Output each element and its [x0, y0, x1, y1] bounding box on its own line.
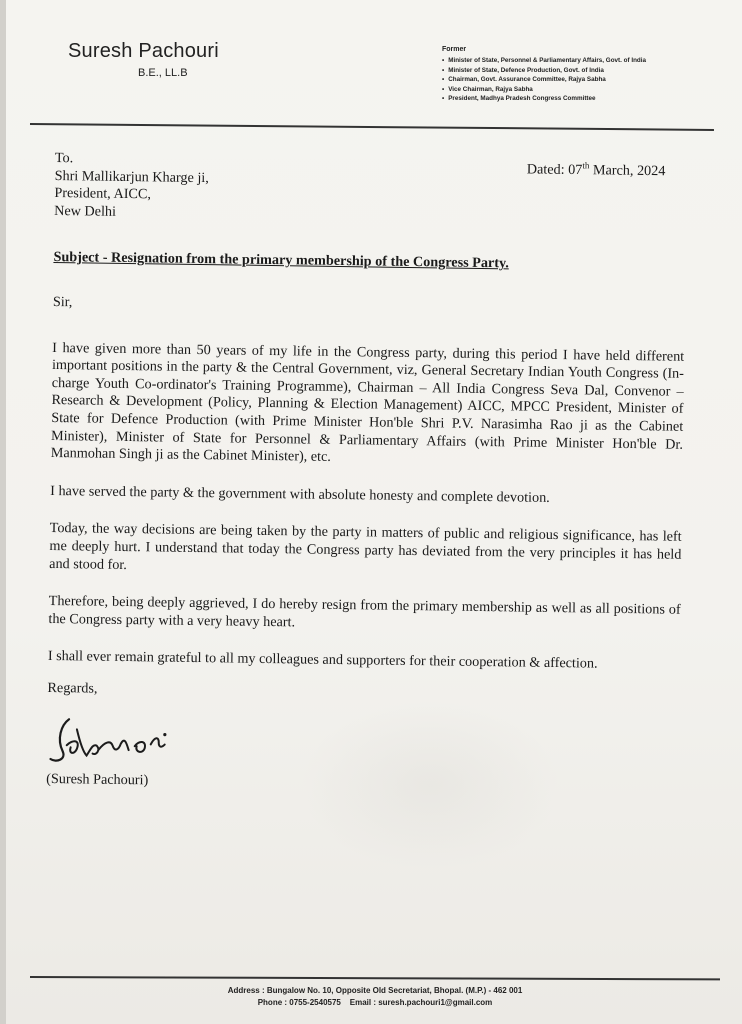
footer-contact: [30, 997, 720, 1009]
letterhead-name: Suresh Pachouri: [68, 40, 219, 62]
letter-body: [46, 150, 687, 798]
signature-scribble: [46, 705, 197, 775]
address-line: To.: [54, 150, 74, 167]
footer-address: Address : Bungalow No. 10, Opposite Old Secretariat, Bhopal. (M.P.) - 462 001: [227, 986, 523, 995]
footer-divider: [30, 976, 720, 980]
page-shadow-edge: [0, 0, 6, 1024]
former-label: Former: [442, 46, 467, 53]
former-position: • Chairman, Govt. Assurance Committee, Rajya Sabha: [442, 75, 646, 85]
closing: Regards,: [47, 679, 98, 697]
header-divider: [30, 123, 714, 131]
body-paragraph: I have given more than 50 years of my life in the Congress party, during this period I have held different important positions in the party & the Central Government, viz, General Secretary Indian Youth Congress (In-charge Youth Co-ordinator's Training Programme), Chairman – All India Congress Seva Dal, Convenor – Research & Development (Policy, Planning & Election Management) AICC, MPCC President, Minister of State for Defence Production (with Prime Minister Hon'ble Shri P.V. Narasimha Rao ji as the Cabinet Minister), Minister of State for Personnel & Parliamentary Affairs (with Prime Minister Hon'ble Dr. Manmohan Singh ji as the Cabinet Minister), etc.: [50, 339, 685, 466]
former-position: • Minister of State, Personnel & Parliamentary Affairs, Govt. of India: [442, 56, 646, 66]
former-position: • Vice Chairman, Rajya Sabha: [442, 85, 646, 95]
footer-email: Email : suresh.pachouri1@gmail.com: [349, 998, 493, 1007]
letter-date: [527, 157, 666, 181]
former-positions-list: [442, 56, 646, 104]
body-paragraph: Therefore, being deeply aggrieved, I do hereby resign from the primary membership as well as all positions of the Congress party with a very heavy heart.: [48, 593, 681, 631]
body-paragraph: Today, the way decisions are being taken by the party in matters of public and religious significance, has left me deeply hurt. I understand that today the Congress party has deviated from the very principles it has held and stood for.: [49, 520, 682, 573]
body-paragraph: I shall ever remain grateful to all my colleagues and supporters for their cooperation & affection.: [47, 648, 598, 672]
former-position: • President, Madhya Pradesh Congress Committee: [442, 94, 646, 104]
salutation: Sir,: [52, 293, 73, 311]
signatory-name: (Suresh Pachouri): [46, 771, 149, 789]
letterhead-degrees: B.E., LL.B: [138, 67, 188, 79]
address-line: Shri Mallikarjun Kharge ji,: [54, 167, 209, 186]
signature: [46, 705, 679, 782]
address-line: President, AICC,: [54, 185, 152, 203]
footer-address-block: [30, 985, 720, 1009]
footer-phone: Phone : 0755-2540575: [257, 998, 341, 1007]
subject-line: Subject - Resignation from the primary membership of the Congress Party.: [53, 249, 509, 272]
date-prefix: Dated: 07: [526, 161, 583, 179]
former-position: • Minister of State, Defence Production, Govt. of India: [442, 66, 646, 76]
body-paragraph: I have served the party & the government with absolute honesty and complete devotion.: [50, 482, 550, 506]
date-ordinal: th: [582, 160, 590, 171]
date-suffix: March, 2024: [589, 162, 666, 180]
address-line: New Delhi: [54, 202, 117, 220]
